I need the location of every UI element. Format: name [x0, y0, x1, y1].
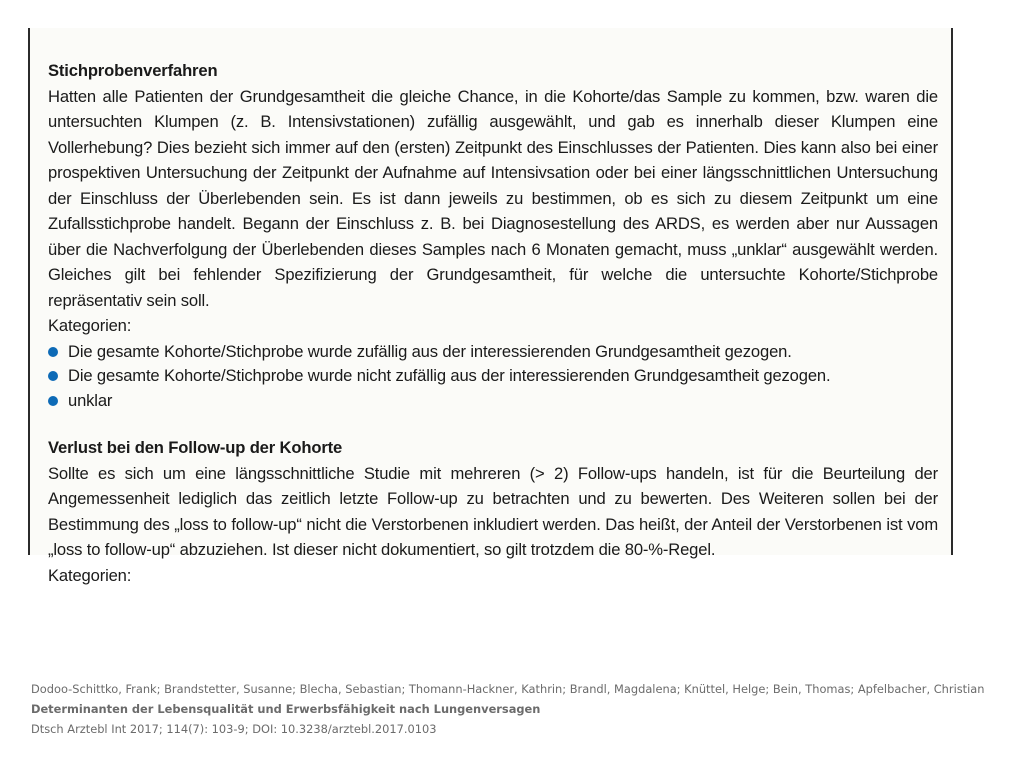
- citation-authors: Dodoo-Schittko, Frank; Brandstetter, Susanne; Blecha, Sebastian; Thomann-Hackner, Kathrin; Brandl, Magdalena; Knüttel, Helge; Bein, Thomas; Apfelbacher, Christian: [31, 682, 985, 696]
- categories-label: Kategorien:: [48, 316, 132, 335]
- section-spacer: [48, 412, 938, 435]
- bullet-icon: [48, 396, 58, 406]
- category-text: Die gesamte Kohorte/Stichprobe wurde zufällig aus der interessierenden Grundgesamtheit gezogen.: [68, 341, 792, 361]
- section-paragraph-stichprobenverfahren: Hatten alle Patienten der Grundgesamtheit die gleiche Chance, in die Kohorte/das Sample zu kommen, bzw. waren die untersuchten Klumpen (z. B. Intensivstationen) zufällig ausgewählt, und gab es innerhalb dieser Klumpen eine Vollerhebung? Dies bezieht sich immer auf den (ersten) Zeitpunkt des Einschlusses der Patienten. Dies kann also bei einer prospektiven Untersuchung der Zeitpunkt der Aufnahme auf Intensivsation oder bei einer längsschnittlichen Untersuchung der Einschluss der Überlebenden sein. Es ist dann jeweils zu bestimmen, ob es sich zu diesem Zeitpunkt um eine Zufallsstichprobe handelt. Begann der Einschluss z. B. bei Diagnosestellung des ARDS, es werden aber nur Aussagen über die Nachverfolgung der Überlebenden dieses Samples nach 6 Monaten gemacht, muss „unklar“ ausgewählt werden. Gleiches gilt bei fehlender Spezifizierung der Grundgesamtheit, für welche die untersuchte Kohorte/Stichprobe repräsentativ sein soll.: [48, 86, 938, 310]
- bullet-icon: [48, 371, 58, 381]
- bullet-icon: [48, 347, 58, 357]
- category-list: [48, 339, 938, 413]
- category-text: unklar: [68, 390, 113, 410]
- citation: [31, 679, 985, 739]
- category-item: [48, 363, 938, 388]
- section-heading-stichprobenverfahren: Stichprobenverfahren: [48, 61, 218, 80]
- category-item: [48, 339, 938, 364]
- citation-title: Determinanten der Lebensqualität und Erwerbsfähigkeit nach Lungenversagen: [31, 702, 541, 716]
- section-paragraph-follow-up: Sollte es sich um eine längsschnittliche Studie mit mehreren (> 2) Follow-ups handeln, ist für die Beurteilung der Angemessenheit lediglich das zeitlich letzte Follow-up zu betrachten und zu bewerten. Des Weiteren sollen bei der Bestimmung des „loss to follow-up“ nicht die Verstorbenen inkludiert werden. Das heißt, der Anteil der Verstorbenen ist vom „loss to follow-up“ abzuziehen. Ist dieser nicht dokumentiert, so gilt trotzdem die 80-%-Regel.: [48, 463, 938, 559]
- excerpt-content: [48, 58, 938, 588]
- category-text: Die gesamte Kohorte/Stichprobe wurde nicht zufällig aus der interessierenden Grundgesamtheit gezogen.: [68, 366, 831, 385]
- category-item: [48, 388, 938, 413]
- categories-label: Kategorien:: [48, 565, 132, 585]
- excerpt-box: [28, 28, 953, 585]
- citation-source: Dtsch Arztebl Int 2017; 114(7): 103-9; DOI: 10.3238/arztebl.2017.0103: [31, 722, 437, 736]
- section-heading-follow-up: Verlust bei den Follow-up der Kohorte: [48, 438, 343, 457]
